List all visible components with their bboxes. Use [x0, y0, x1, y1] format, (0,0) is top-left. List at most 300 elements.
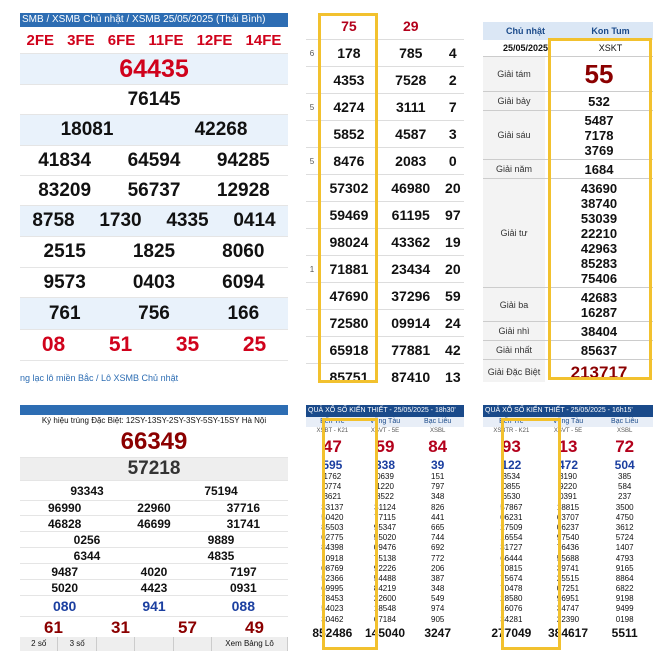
table-row — [306, 229, 464, 256]
results-table — [306, 13, 464, 383]
sixth-prize-row — [20, 298, 288, 330]
prize-number: 97540 — [556, 533, 580, 543]
prize-number: 54023 — [321, 604, 344, 614]
seventh-prize: 338 — [374, 458, 396, 472]
cell-value: 5852 — [318, 121, 380, 148]
prize-number: 797 — [431, 482, 445, 492]
prize-number: 25 — [242, 333, 267, 356]
prize-number: 206 — [431, 563, 445, 573]
prize-number: 080 — [52, 598, 77, 614]
prize-number: 31124 — [374, 502, 396, 512]
lottery-code: XSBT - K21 — [316, 428, 349, 434]
prize-label: Giải tám — [483, 57, 545, 91]
cell-value: 2 — [442, 67, 464, 94]
cell-value: 57302 — [318, 175, 380, 202]
cell-value: 3 — [442, 121, 464, 148]
prize-number: 09476 — [373, 543, 397, 553]
prize-number: 12928 — [216, 179, 270, 201]
cell-value: 3111 — [380, 94, 442, 121]
table-row — [306, 121, 464, 148]
prize-number: 385 — [618, 472, 632, 481]
prize-number: 4335 — [166, 210, 209, 231]
row-index — [306, 283, 318, 310]
prize-number: 6344 — [73, 548, 101, 563]
cell-value: 59469 — [318, 202, 380, 229]
prize-number: 95347 — [373, 522, 397, 532]
lottery-code: XSKT — [598, 43, 623, 53]
header-province[interactable]: Kon Tum — [591, 26, 630, 36]
prize-number: 0414 — [233, 210, 276, 231]
cell-value: 785 — [380, 40, 442, 67]
row-index: 5 — [306, 94, 318, 121]
prize-number: 9889 — [207, 532, 235, 547]
sixth-prize-row — [20, 596, 288, 617]
cell-value: 2083 — [380, 148, 442, 175]
prize-number: 0774 — [323, 482, 342, 492]
prize-number: 08 — [41, 333, 66, 356]
prize-number: 692 — [431, 543, 445, 553]
highlight-frame — [548, 38, 652, 380]
prize-number: 9573 — [43, 271, 86, 293]
prize-number: 56737 — [127, 179, 181, 201]
prize-number: 5487 — [584, 112, 614, 128]
prize-number: 9165 — [615, 563, 634, 573]
prize-number: 756 — [138, 302, 170, 324]
tab-3-digit[interactable]: 3 số — [58, 637, 96, 651]
seventh-prize: 39 — [431, 458, 445, 472]
prize-number: 41834 — [38, 149, 92, 171]
prize-number: 0931 — [229, 580, 257, 595]
prize-number: 0198 — [615, 614, 634, 624]
province-name[interactable]: Bến Tre — [306, 417, 359, 427]
prize-number: 744 — [431, 533, 445, 543]
prize-number: 8758 — [32, 210, 75, 231]
prize-number: 166 — [227, 302, 260, 324]
cell-value: 47690 — [318, 283, 380, 310]
prize-label: Giải nhì — [483, 322, 545, 340]
province-name[interactable]: Bạc Liêu — [411, 417, 464, 427]
prize-number: 75138 — [373, 553, 397, 563]
prize-number: 42683 — [580, 289, 618, 305]
prize-number: 25515 — [556, 573, 580, 583]
prize-number: 18081 — [60, 119, 114, 140]
tab-empty[interactable] — [174, 637, 212, 651]
second-prize-row — [20, 481, 288, 501]
special-prize: 852486 — [312, 625, 353, 640]
prize-label: Giải Đặc Biệt — [483, 360, 545, 382]
prize-number: 549 — [431, 594, 445, 604]
draw-date: 25/05/2025 — [502, 43, 549, 53]
prize-number: 7197 — [229, 564, 257, 579]
table-row — [306, 67, 464, 94]
tab-2-digit[interactable]: 2 số — [20, 637, 58, 651]
prize-number: 75674 — [500, 573, 523, 583]
prize-number: 34747 — [556, 604, 580, 614]
prize-number: 46699 — [137, 516, 171, 531]
prize-number: 54488 — [373, 573, 397, 583]
special-prize: 145040 — [364, 625, 406, 640]
prize-number: 06237 — [556, 522, 580, 532]
prize-number: 8060 — [222, 241, 265, 262]
row-index — [306, 67, 318, 94]
prize-number: 4423 — [140, 580, 168, 595]
table-row — [306, 283, 464, 310]
highlight-frame — [322, 418, 378, 650]
prize-number: 387 — [431, 573, 445, 583]
prize-number: 9487 — [51, 564, 79, 579]
prize-number: 85503 — [321, 522, 344, 532]
prize-number: 42963 — [580, 240, 618, 256]
eighth-prize: 93 — [501, 437, 521, 456]
xskt-sheet-1615 — [483, 405, 653, 651]
prize-number: 237 — [618, 492, 632, 502]
third-prize-row — [20, 516, 288, 532]
cell-value: 20 — [442, 175, 464, 202]
tab-empty[interactable] — [135, 637, 173, 651]
prize-number: 3500 — [615, 502, 634, 512]
prize-number: 4793 — [615, 553, 634, 563]
row-index — [306, 175, 318, 202]
prize-number: 22960 — [137, 501, 171, 515]
prize-number: 9499 — [615, 604, 634, 614]
prize-number: 761 — [48, 302, 81, 324]
row-index: 5 — [306, 148, 318, 175]
prize-number: 64594 — [127, 149, 181, 171]
cell-value: 4274 — [318, 94, 380, 121]
prize-number: 0855 — [502, 482, 521, 492]
table-row — [306, 364, 464, 384]
cell-value: 59 — [442, 283, 464, 310]
prize-number: 96990 — [47, 501, 82, 515]
province-column — [411, 417, 464, 641]
row-index — [306, 310, 318, 337]
table-row — [306, 337, 464, 364]
eighth-prize: 84 — [428, 437, 448, 456]
prize-number: 16554 — [500, 533, 523, 543]
prize-number: 665 — [431, 522, 445, 532]
code: 12FE — [196, 31, 233, 49]
prize-number: 08769 — [321, 563, 344, 573]
prize-number: 02775 — [321, 533, 344, 543]
table-row — [306, 310, 464, 337]
prize-number: 67184 — [373, 614, 397, 624]
prize-number: 85637 — [580, 342, 618, 358]
row-index — [306, 121, 318, 148]
sheet-title: QUẢ XỔ SỐ KIẾN THIẾT - 25/05/2025 - 18h30' — [306, 405, 464, 417]
prize-number: 974 — [431, 604, 445, 614]
cell-value: 72580 — [318, 310, 380, 337]
prize-number: 83209 — [38, 179, 92, 201]
prize-number: 39741 — [556, 563, 580, 573]
third-prize-row — [20, 146, 288, 176]
prize-number: 22600 — [373, 594, 397, 604]
prize-number: 46828 — [47, 516, 82, 531]
prize-number: 18815 — [556, 502, 580, 512]
special-prize-row — [20, 54, 288, 85]
prize-number: 826 — [431, 502, 445, 512]
prize-number: 31727 — [500, 543, 523, 553]
prize-number: 31741 — [226, 516, 260, 531]
prize-number: 33137 — [321, 502, 344, 512]
footer-link[interactable]: ng lạc lô miền Bắc / Lô XSMB Chủ nhật — [20, 373, 179, 383]
lottery-code: XSVT - 5E — [370, 428, 400, 434]
prize-number: 3769 — [584, 142, 614, 158]
table-row — [306, 256, 464, 283]
prize-number: 4020 — [140, 564, 168, 579]
prize-number: 8522 — [376, 492, 394, 502]
prize-number: 16287 — [580, 304, 618, 320]
fifth-prize-row — [20, 580, 288, 596]
prize-number: 10918 — [321, 553, 344, 563]
special-prize: 64435 — [119, 54, 189, 83]
prize-number: 1825 — [132, 241, 176, 262]
code: 6FE — [107, 31, 136, 49]
prize-number: 0639 — [376, 472, 394, 481]
cell-value: 61195 — [380, 202, 442, 229]
cell-value: 29 — [380, 13, 442, 40]
first-prize: 76145 — [127, 88, 181, 110]
table-row — [306, 40, 464, 67]
prize-number: 77115 — [374, 512, 396, 522]
prize-number: 70478 — [500, 584, 523, 594]
code: 11FE — [148, 31, 184, 49]
prize-label: Giải năm — [483, 160, 545, 178]
prize-number: 905 — [431, 614, 445, 624]
cell-value: 19 — [442, 229, 464, 256]
cell-value: 13 — [442, 364, 464, 384]
prize-number: 6530 — [502, 492, 521, 502]
prize-number: 151 — [431, 472, 445, 481]
prize-number: 94285 — [216, 149, 270, 171]
fourth-prize-row — [20, 206, 288, 237]
prize-number: 348 — [431, 584, 445, 594]
prize-number: 07251 — [556, 584, 580, 594]
prize-number: 49 — [245, 618, 264, 637]
prize-number: 3190 — [559, 472, 577, 481]
sheet-title: QUẢ XỔ SỐ KIẾN THIẾT - 25/05/2025 - 16h15' — [483, 405, 653, 417]
fifth-prize-row — [20, 564, 288, 580]
cell-value: 7528 — [380, 67, 442, 94]
fifth-prize-row — [20, 268, 288, 298]
prize-number: 06231 — [500, 512, 523, 522]
cell-value: 4 — [442, 40, 464, 67]
xsmb-hanoi-panel — [20, 405, 288, 651]
cell-value: 24 — [442, 310, 464, 337]
lottery-code: XSBL — [617, 428, 633, 434]
special-prize-row — [20, 427, 288, 458]
prize-number: 38404 — [580, 323, 618, 339]
prize-number: 35 — [175, 333, 200, 356]
cell-value: 65918 — [318, 337, 380, 364]
prize-number: 772 — [431, 553, 445, 563]
cell-value: 4353 — [318, 67, 380, 94]
prize-number: 1407 — [615, 543, 634, 553]
special-prize: 384617 — [547, 625, 589, 640]
prize-number: 6094 — [222, 271, 265, 293]
prize-number: 18548 — [373, 604, 397, 614]
header-day: Chủ nhật — [506, 26, 545, 36]
third-prize-row — [20, 501, 288, 516]
prize-number: 50420 — [321, 512, 344, 522]
cell-value: 87410 — [380, 364, 442, 384]
prize-number: 38740 — [580, 195, 618, 211]
special-prize: 5511 — [611, 625, 638, 640]
lottery-code: XSBL — [430, 428, 446, 434]
cell-value: 46980 — [380, 175, 442, 202]
prize-number: 57 — [178, 618, 197, 637]
cell-value: 4587 — [380, 121, 442, 148]
prize-number: 27509 — [500, 522, 523, 532]
prize-number: 28580 — [500, 594, 523, 604]
cell-value: 0 — [442, 148, 464, 175]
first-prize-row — [20, 85, 288, 115]
prize-number: 5020 — [51, 580, 79, 595]
province-name[interactable]: Vũng Tàu — [359, 417, 412, 427]
prize-number: 96951 — [556, 594, 580, 604]
cell-value: 97 — [442, 202, 464, 229]
special-prize: 3247 — [424, 625, 452, 640]
prize-number: 441 — [431, 512, 445, 522]
seventh-prize: 504 — [614, 458, 635, 472]
eighth-prize: 13 — [558, 437, 578, 456]
prize-label: Giải ba — [483, 288, 545, 321]
breadcrumb[interactable]: SMB / XSMB Chủ nhật / XSMB 25/05/2025 (Thái Bình) — [20, 13, 288, 27]
prize-number: 9198 — [615, 594, 634, 604]
prize-number: 76436 — [556, 543, 580, 553]
fourth-prize-row — [20, 548, 288, 564]
tab-empty[interactable] — [97, 637, 135, 651]
prize-number: 0403 — [132, 271, 176, 293]
cell-value: 8476 — [318, 148, 380, 175]
kontum-result-panel — [483, 22, 653, 382]
special-prize: 66349 — [120, 428, 188, 455]
lottery-code: XSVT - 5E — [553, 428, 583, 434]
table-row — [306, 175, 464, 202]
prize-number: 9220 — [559, 482, 577, 492]
cell-value: 42 — [442, 337, 464, 364]
prize-number: 31 — [111, 618, 130, 637]
third-prize-row — [20, 176, 288, 206]
prize-number: 84398 — [321, 543, 344, 553]
province-name[interactable]: Vũng Tàu — [540, 417, 597, 427]
special-prize: 277049 — [491, 625, 532, 640]
prize-number: 1220 — [376, 482, 394, 492]
cell-value: 37296 — [380, 283, 442, 310]
prize-number: 348 — [431, 492, 445, 502]
province-name[interactable]: Bạc Liêu — [596, 417, 653, 427]
table-row — [306, 13, 464, 40]
cell-value: 23434 — [380, 256, 442, 283]
seventh-prize: 595 — [322, 458, 343, 472]
fifth-prize-row — [20, 237, 288, 268]
prize-number: 55020 — [373, 533, 397, 543]
eighth-prize: 72 — [615, 437, 635, 456]
eighth-prize: 47 — [322, 437, 342, 456]
prize-number: 69995 — [321, 584, 344, 594]
code: 14FE — [245, 31, 282, 49]
prize-number: 55 — [584, 58, 614, 89]
row-index — [306, 337, 318, 364]
prize-number: 5724 — [615, 533, 634, 543]
prize-number: 78453 — [321, 594, 344, 604]
prize-number: 37716 — [226, 501, 260, 515]
prize-number: 4750 — [615, 512, 634, 522]
special-codes-row — [20, 27, 288, 54]
code: 3FE — [67, 31, 95, 49]
view-lo-table-link[interactable]: Xem Bảng Lô — [212, 637, 288, 651]
xsmb-result-panel — [20, 13, 288, 383]
prize-number: 57867 — [500, 502, 523, 512]
results-table-panel — [306, 13, 464, 383]
prize-label: Giải tư — [483, 179, 545, 287]
prize-number: 088 — [231, 598, 255, 614]
prize-number: 1730 — [99, 210, 142, 231]
first-prize: 57218 — [127, 458, 181, 479]
prize-label: Giải nhất — [483, 341, 545, 359]
row-index: 1 — [306, 256, 318, 283]
lottery-code: XSBTR - K21 — [493, 428, 530, 434]
prize-number: 53039 — [580, 210, 618, 226]
prize-number: 584 — [618, 482, 632, 492]
prize-number: 0256 — [73, 532, 101, 547]
prize-number: 0391 — [559, 492, 577, 502]
prize-number: 63707 — [556, 512, 580, 522]
cell-value: 75 — [318, 13, 380, 40]
highlight-frame — [501, 418, 561, 650]
prize-number: 1684 — [584, 161, 614, 177]
prize-number: 92226 — [373, 563, 397, 573]
fourth-prize-row — [20, 532, 288, 548]
footer-tabs — [20, 637, 288, 651]
prize-number: 941 — [142, 598, 166, 614]
row-index: 6 — [306, 40, 318, 67]
prize-number: 8864 — [615, 573, 634, 583]
row-index — [306, 364, 318, 384]
prize-number: 52366 — [321, 573, 344, 583]
cell-value: 20 — [442, 256, 464, 283]
cell-value: 98024 — [318, 229, 380, 256]
province-name[interactable]: Bến Tre — [483, 417, 540, 427]
prize-number: 93343 — [70, 483, 104, 498]
prize-number: 75406 — [580, 270, 618, 286]
prize-number: 75194 — [204, 483, 238, 498]
prize-number: 4835 — [207, 548, 235, 563]
prize-number: 7178 — [584, 127, 614, 143]
xskt-sheet-1830 — [306, 405, 464, 651]
row-index — [306, 13, 318, 40]
prize-number: 84219 — [373, 584, 397, 594]
prize-number: 70815 — [500, 563, 523, 573]
province-column — [596, 417, 653, 641]
cell-value: 7 — [442, 94, 464, 121]
prize-number: 55688 — [556, 553, 580, 563]
prize-number: 3612 — [615, 522, 634, 532]
row-index — [306, 202, 318, 229]
prize-number: 1762 — [323, 472, 342, 481]
prize-number: 34281 — [500, 614, 523, 624]
title-bar — [20, 405, 288, 415]
prize-number: 22390 — [556, 614, 580, 624]
seventh-prize-row — [20, 330, 288, 361]
prize-number: 22210 — [580, 225, 618, 241]
table-row — [306, 202, 464, 229]
prize-label: Giải sáu — [483, 111, 545, 159]
prize-number: 42268 — [194, 119, 248, 140]
cell-value: 178 — [318, 40, 380, 67]
special-code-note: Ký hiệu trúng Đặc Biệt: 12SY-13SY-2SY-3SY-5SY-15SY Hà Nội — [41, 416, 267, 425]
prize-number: 85283 — [580, 255, 618, 271]
seventh-prize: 122 — [501, 458, 522, 472]
